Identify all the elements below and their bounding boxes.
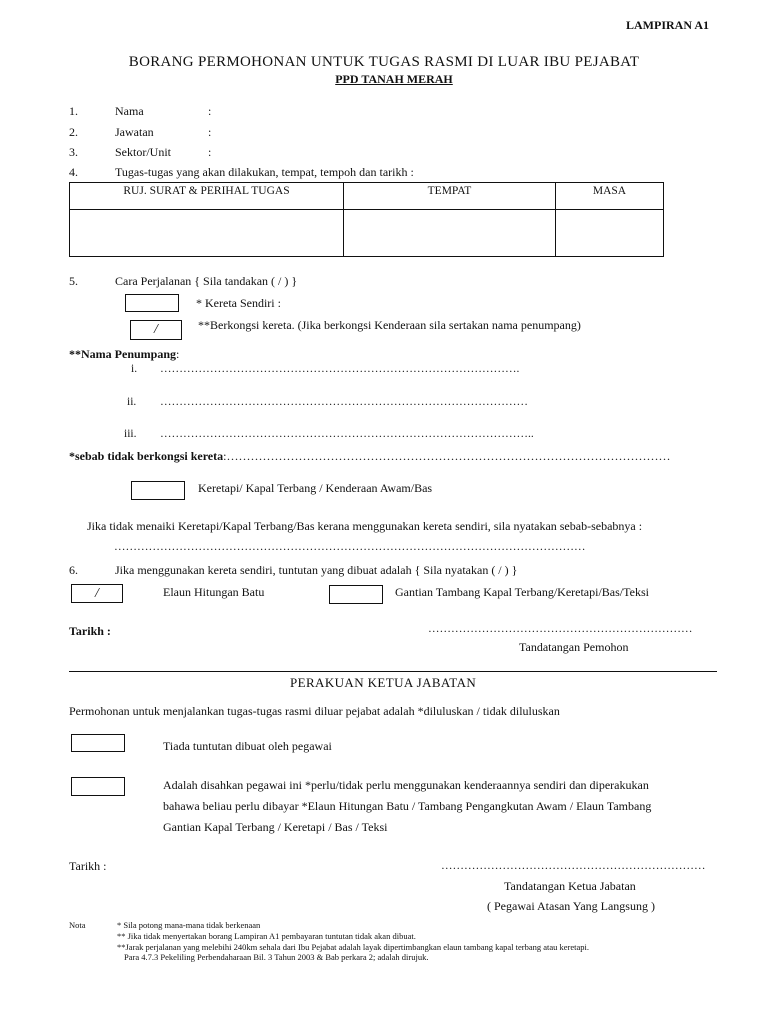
kereta-sendiri-label: * Kereta Sendiri :	[196, 296, 281, 310]
field-label-sektor: Sektor/Unit	[115, 145, 171, 159]
berkongsi-kereta-label: **Berkongsi kereta. (Jika berkongsi Kenderaan sila sertakan nama penumpang)	[198, 318, 581, 332]
section-divider	[69, 671, 717, 672]
item-number: 3.	[69, 145, 78, 159]
item-number: 5.	[69, 274, 78, 288]
penumpang-field-2[interactable]: ……………………………………………………………………………………	[160, 396, 528, 408]
pemohon-signature-field[interactable]: ……………………………………………………………	[428, 623, 693, 635]
field-colon: :	[208, 145, 212, 159]
table-header: MASA	[556, 183, 664, 210]
tiada-tuntutan-checkbox[interactable]	[71, 734, 125, 752]
nota-label: Nota	[69, 920, 86, 930]
field-colon: :	[208, 104, 212, 118]
kereta-sendiri-checkbox[interactable]	[125, 294, 179, 312]
penumpang-roman: i.	[131, 363, 138, 375]
nama-penumpang-heading	[69, 347, 179, 362]
form-title: BORANG PERMOHONAN UNTUK TUGAS RASMI DI LUAR IBU PEJABAT	[128, 54, 640, 70]
tugas-table	[69, 182, 664, 257]
nota-line: Para 4.7.3 Pekeliling Perbendaharaan Bil. 3 Tahun 2003 & Bab perkara 2; adalah dirujuk.	[124, 952, 429, 962]
table-cell-masa[interactable]	[556, 210, 664, 257]
tarikh-label: Tarikh :	[69, 624, 111, 638]
keretapi-checkbox[interactable]	[131, 481, 185, 500]
nama-penumpang-label: **Nama Penumpang	[69, 347, 177, 361]
ketua-signature-field[interactable]: ……………………………………………………………	[441, 860, 706, 872]
section6-text: Jika menggunakan kereta sendiri, tuntutan yang dibuat adalah { Sila nyatakan ( / ) }	[115, 563, 518, 577]
gantian-tambang-label: Gantian Tambang Kapal Terbang/Keretapi/Bas/Teksi	[395, 585, 649, 599]
nota-line: **Jarak perjalanan yang melebihi 240km sehala dari Ibu Pejabat adalah layak dipertimbangkan elaun tambang kapal terbang atau keretapi.	[117, 942, 590, 952]
disahkan-line: Adalah disahkan pegawai ini *perlu/tidak perlu menggunakan kenderaannya sendiri dan diperakukan	[163, 778, 649, 792]
pemohon-signature-label: Tandatangan Pemohon	[519, 640, 629, 654]
item-number: 1.	[69, 104, 78, 118]
tarikh-label: Tarikh :	[69, 859, 107, 873]
tick-mark: /	[154, 322, 158, 337]
table-cell-perihal[interactable]	[70, 210, 344, 257]
table-header-row	[70, 183, 664, 210]
section5-heading: Cara Perjalanan { Sila tandakan ( / ) }	[115, 274, 298, 288]
gantian-tambang-checkbox[interactable]	[329, 585, 383, 604]
form-subtitle: PPD TANAH MERAH	[335, 72, 453, 86]
elaun-hitungan-batu-label: Elaun Hitungan Batu	[163, 585, 265, 599]
penumpang-field-3[interactable]: ……………………………………………………………………………………..	[160, 428, 534, 440]
nota-line: ** Jika tidak menyertakan borang Lampiran A1 pembayaran tuntutan tidak akan dibuat.	[117, 931, 416, 941]
item-number: 4.	[69, 165, 78, 179]
jika-tidak-field[interactable]: ……………………………………………………………………………………………………………	[114, 541, 586, 553]
penumpang-roman: iii.	[124, 428, 137, 440]
elaun-hitungan-batu-checkbox[interactable]	[71, 584, 123, 603]
sebab-field[interactable]: :…………………………………………………………………………………………………	[223, 449, 671, 463]
perakuan-intro: Permohonan untuk menjalankan tugas-tugas rasmi diluar pejabat adalah *diluluskan / tidak diluluskan	[69, 704, 560, 718]
item-number: 2.	[69, 125, 78, 139]
table-header: RUJ. SURAT & PERIHAL TUGAS	[70, 183, 344, 210]
disahkan-checkbox[interactable]	[71, 777, 125, 796]
field-label-nama: Nama	[115, 104, 144, 118]
ketua-signature-sublabel: ( Pegawai Atasan Yang Langsung )	[487, 899, 655, 913]
table-cell-tempat[interactable]	[344, 210, 556, 257]
tick-mark: /	[95, 585, 99, 601]
disahkan-line: bahawa beliau perlu dibayar *Elaun Hitungan Batu / Tambang Pengangkutan Awam / Elaun Tambang	[163, 799, 652, 813]
keretapi-label: Keretapi/ Kapal Terbang / Kenderaan Awam/Bas	[198, 481, 433, 495]
penumpang-roman: ii.	[127, 396, 137, 408]
penumpang-field-1[interactable]: ………………………………………………………………………………….	[160, 363, 520, 375]
berkongsi-kereta-checkbox[interactable]	[130, 320, 182, 340]
sebab-row	[69, 449, 670, 464]
nama-penumpang-colon: :	[176, 347, 180, 361]
table-header: TEMPAT	[344, 183, 556, 210]
perakuan-title: PERAKUAN KETUA JABATAN	[290, 675, 477, 690]
table-row	[70, 210, 664, 257]
sebab-label: *sebab tidak berkongsi kereta	[69, 449, 224, 463]
item4-text: Tugas-tugas yang akan dilakukan, tempat, tempoh dan tarikh :	[115, 165, 414, 179]
disahkan-line: Gantian Kapal Terbang / Keretapi / Bas / Teksi	[163, 820, 388, 834]
lampiran-label: LAMPIRAN A1	[626, 18, 709, 32]
nota-line: * Sila potong mana-mana tidak berkenaan	[117, 920, 261, 930]
jika-tidak-text: Jika tidak menaiki Keretapi/Kapal Terbang/Bas kerana menggunakan kereta sendiri, sila nyatakan sebab-sebabnya :	[87, 519, 643, 533]
tiada-tuntutan-label: Tiada tuntutan dibuat oleh pegawai	[163, 739, 332, 753]
field-colon: :	[208, 125, 212, 139]
field-label-jawatan: Jawatan	[115, 125, 154, 139]
ketua-signature-label: Tandatangan Ketua Jabatan	[504, 879, 636, 893]
item-number: 6.	[69, 563, 78, 577]
